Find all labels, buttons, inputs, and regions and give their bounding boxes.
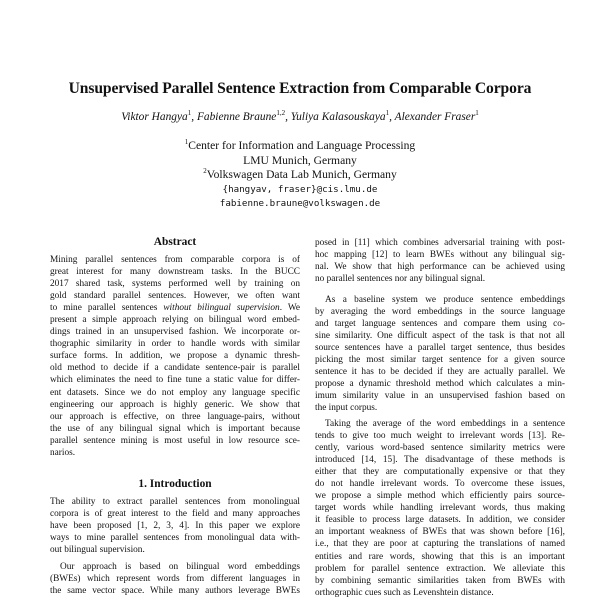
- abstract-heading: Abstract: [153, 236, 197, 248]
- author: Fabienne Braune$^{1,2}$,: [196, 109, 291, 123]
- section-heading-introduction: 1. Introduction: [138, 478, 212, 490]
- intro-paragraph: Our approach is based on bilingual word embeddings (BWEs) which represent words from different languages in the same vector space. While many authors leverage BWEs: [50, 562, 300, 597]
- affiliation: $^2$Volkswagen Data Lab Munich, Germany: [203, 167, 397, 181]
- author: Viktor Hangya$^1$,: [121, 109, 197, 123]
- body-paragraph: posed in [11] which combines adversarial training with post- hoc mapping [12] to learn BWEs without any bilingual sig- nal. We show that high performance can be achieved using no parallel sentences nor any bilingual signal.: [315, 238, 565, 285]
- author: Alexander Fraser$^1$: [394, 109, 479, 123]
- emphasis: without bilingual supervision: [163, 303, 280, 314]
- affiliation: $^1$Center for Information and Language Processing: [184, 138, 416, 152]
- email: {hangyav, fraser}@cis.lmu.de: [222, 184, 378, 195]
- author: Yuliya Kalasouskaya$^1$,: [290, 109, 395, 123]
- body-paragraph: As a baseline system we produce sentence embeddings by averaging the word embeddings in the source language and target language sentences and compare them using co- sine similarity. One difficult aspect of the task is that not all source sentences have a parallel target sentence, thus besides picking the most similar target sentence for a given source sentence it has to be decided if they are actually parallel. We propose a dynamic threshold method which calculates a min- imum similarity value in an unsupervised fashion based on the input corpus.: [315, 295, 565, 414]
- body-paragraph: Taking the average of the word embeddings in a sentence tends to give too much weight to irrelevant words [13]. Re- cently, various word-based sentence similarity metrics were introduced [14, 15]. The disadvantage of these methods is either that they are computationally expensive or that they do not handle irrelevant words. To overcome these issues, we propose a simple method which efficiently pairs source- target words while handling irrelevant words, thus making it feasible to process large datasets. In addition, we consider an important weakness of BWEs that was shown before [16], i.e., that they are poor at capturing the translations of named entities and rare words, showing that this is an important problem for parallel sentence extraction. We alleviate this by combining semantic similarities taken from BWEs with orthographic cues such as Levenshtein distance.: [315, 419, 565, 598]
- email: fabienne.braune@volkswagen.de: [219, 198, 381, 209]
- intro-paragraph: The ability to extract parallel sentences from monolingual corpora is of great interest to the field and many approaches have been proposed [1, 2, 3, 4]. In this paper we explore ways to mine parallel sentences from monolingual data with- out bilingual supervision.: [50, 497, 300, 556]
- abstract-text: Mining parallel sentences from comparable corpora is of great interest for many downstream tasks. In the BUCC 2017 shared task, systems performed well by training on gold standard parallel sentences. However, we often want to mine parallel sentences without bilingual supervision. We present a simple approach relying on bilingual word embed- dings trained in an unsupervised fashion. We incorporate or- thographic similarity in order to handle words with similar surface forms. In addition, we propose a dynamic thresh- old method to decide if a candidate sentence-pair is parallel which eliminates the need to fine tune a static value for differ- ent datasets. Since we do not employ any language specific engineering our approach is highly generic. We show that our approach is effective, on three language-pairs, without the use of any bilingual signal which is important because parallel sentence mining is most useful in low resource sce- narios.: [50, 255, 301, 458]
- author-list: [0, 109, 600, 123]
- paper-title: Unsupervised Parallel Sentence Extraction from Comparable Corpora: [68, 80, 532, 97]
- affiliation: LMU Munich, Germany: [243, 153, 357, 167]
